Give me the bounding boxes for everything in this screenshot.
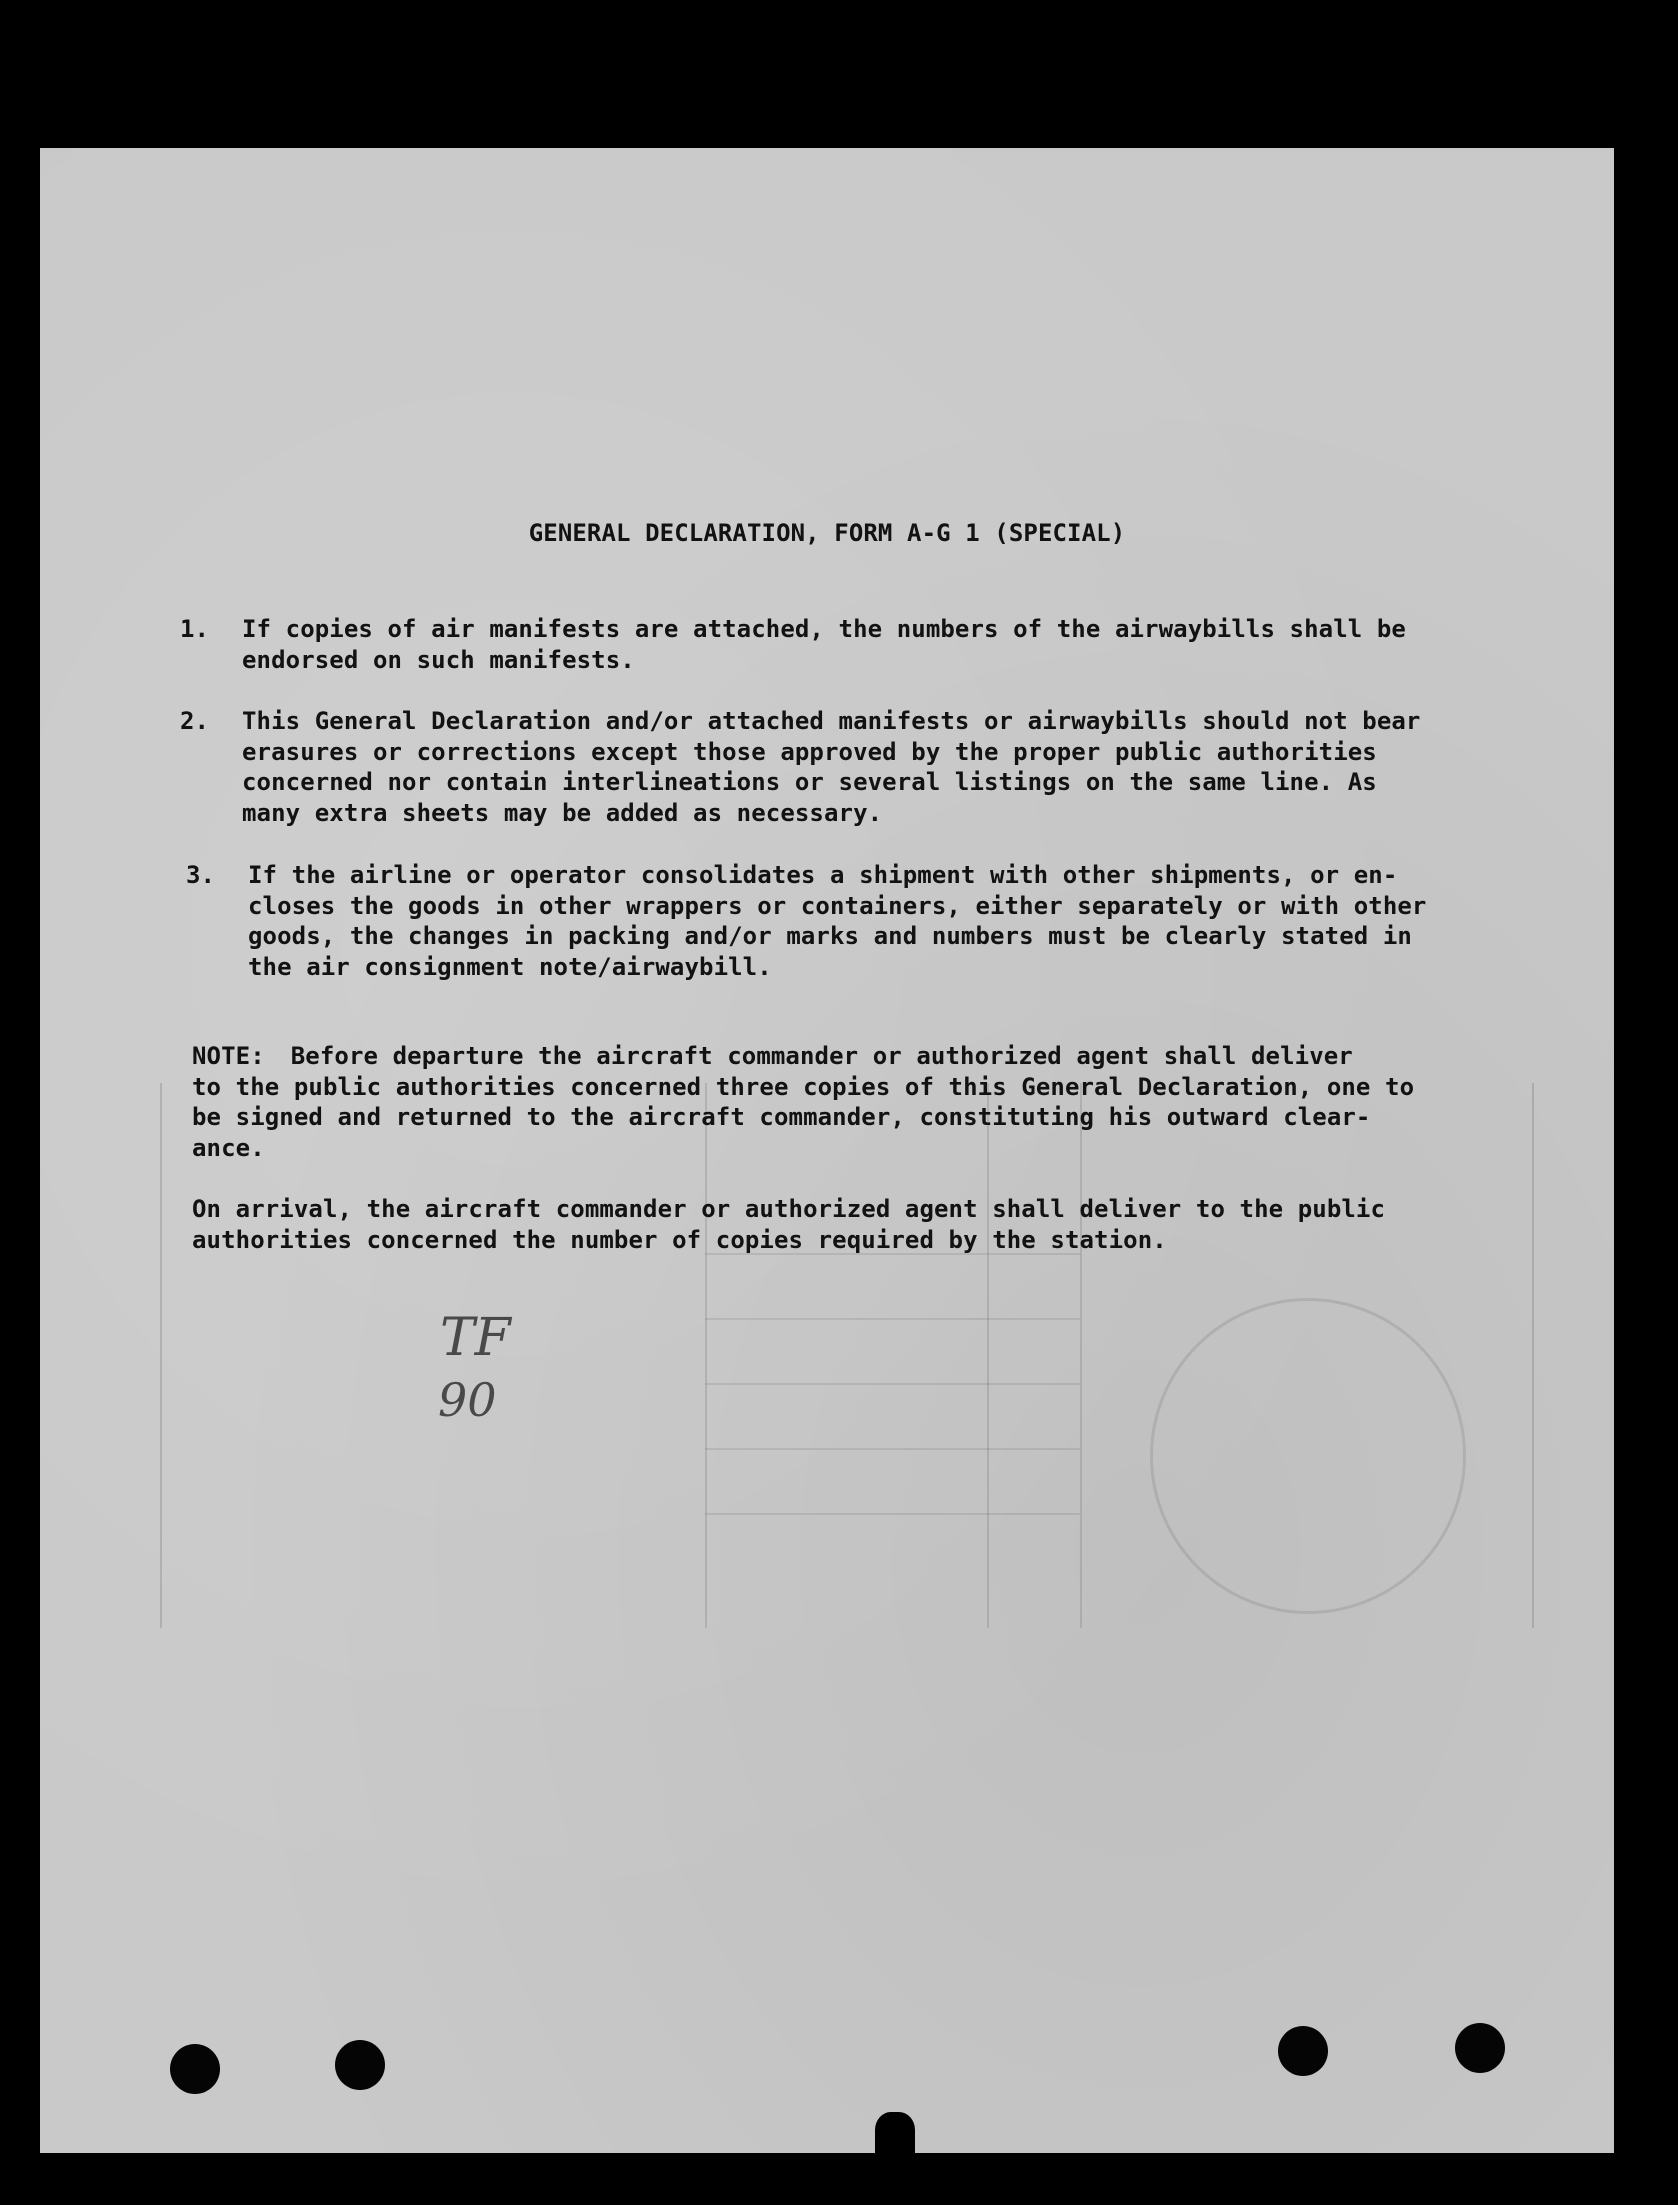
- item-number: 1.: [180, 615, 210, 643]
- bleed-through-row: [705, 1383, 1080, 1385]
- item-text: If copies of air manifests are attached, the numbers of the airwaybills shall be endorsed on such manifests.: [242, 615, 1406, 674]
- bleed-through-row: [705, 1513, 1080, 1515]
- arrival-paragraph: On arrival, the aircraft commander or authorized agent shall deliver to the public authorities concerned the number of copies required by the station.: [192, 1195, 1386, 1254]
- handwritten-mark: TF: [440, 1308, 511, 1368]
- instruction-item-2: [180, 706, 1540, 828]
- item-number: 3.: [186, 861, 216, 889]
- instruction-item-1: [180, 614, 1540, 675]
- bleed-through-stamp: [1150, 1298, 1466, 1614]
- punch-hole: [170, 2044, 220, 2094]
- bleed-through-column: [987, 1083, 989, 1628]
- paper-tear: [875, 2112, 915, 2157]
- item-number: 2.: [180, 707, 210, 735]
- item-text: This General Declaration and/or attached manifests or airwaybills should not bear erasures or corrections except those approved by the proper public authorities concerned nor contain interlineations or several listings on the same line. As many extra sheets may be added as necessary.: [242, 707, 1421, 827]
- bleed-through-row: [705, 1448, 1080, 1450]
- punch-hole: [1455, 2023, 1505, 2073]
- bleed-through-row: [705, 1318, 1080, 1320]
- punch-hole: [335, 2040, 385, 2090]
- handwritten-mark: 90: [438, 1373, 497, 1427]
- note-label: NOTE:: [192, 1042, 265, 1070]
- form-title: GENERAL DECLARATION, FORM A-G 1 (SPECIAL): [528, 519, 1126, 547]
- note-text: Before departure the aircraft commander or authorized agent shall deliver to the public authorities concerned three copies of this General Declaration, one to be signed and returned to the aircraft commander, constituting his outward clear- ance.: [192, 1042, 1415, 1162]
- punch-hole: [1278, 2026, 1328, 2076]
- bleed-through-column: [1080, 1083, 1082, 1628]
- note-paragraph: [192, 1041, 1537, 1163]
- bleed-through-column: [705, 1083, 707, 1628]
- document-page: [40, 148, 1614, 2153]
- instruction-item-3: [186, 860, 1546, 982]
- item-text: If the airline or operator consolidates a shipment with other shipments, or en- closes the goods in other wrappers or containers, either separately or with other goods, the changes in packing and/or marks and numbers must be clearly stated in the air consignment note/airwaybill.: [248, 861, 1427, 981]
